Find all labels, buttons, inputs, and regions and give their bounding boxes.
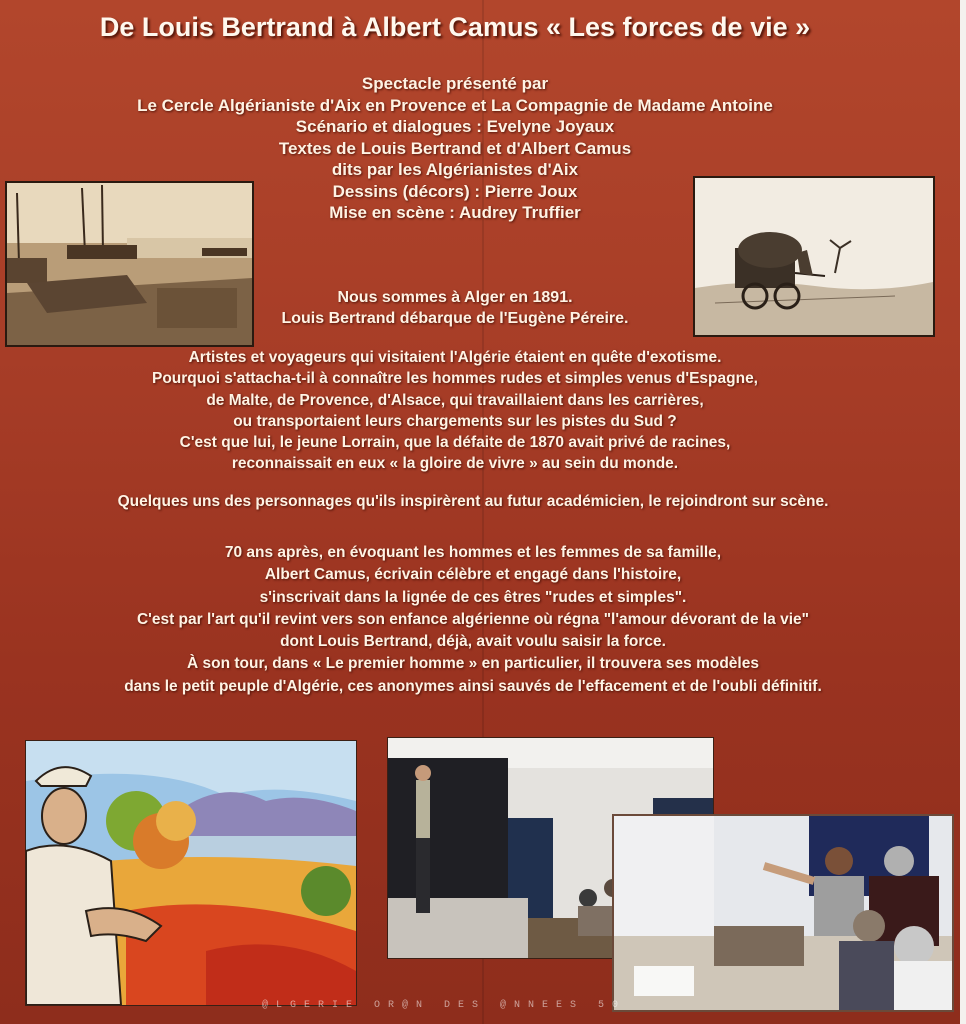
credits-line: Dessins (décors) : Pierre Joux [332, 181, 578, 201]
paragraph-line: 70 ans après, en évoquant les hommes et les femmes de sa famille, [224, 544, 722, 561]
intro-line: Nous sommes à Alger en 1891. [337, 289, 573, 306]
paragraph-line: Albert Camus, écrivain célèbre et engagé dans l'histoire, [264, 566, 682, 584]
page-edge [960, 0, 966, 1024]
credits-line: dits par les Algérianistes d'Aix [331, 160, 579, 179]
paragraph-2: Quelques uns des personnages qu'ils inspirèrent au futur académicien, le rejoindront sur scène. [117, 493, 829, 510]
paragraph-3 [0, 542, 946, 698]
port-photo [5, 181, 254, 347]
credits-line: Scénario et dialogues : Evelyne Joyaux [295, 117, 615, 136]
painting-illustration [25, 740, 357, 1006]
credits-line: Le Cercle Algérianiste d'Aix en Provence et La Compagnie de Madame Antoine [137, 95, 773, 115]
credits-line: Mise en scène : Audrey Truffier [329, 203, 581, 222]
intro-line: Louis Bertrand débarque de l'Eugène Péreire. [281, 310, 629, 327]
paragraph-line: de Malte, de Provence, d'Alsace, qui travaillaient dans les carrières, [206, 391, 704, 409]
paragraph-line: ou transportaient leurs chargements sur les pistes du Sud ? [233, 412, 677, 430]
page-title: De Louis Bertrand à Albert Camus « Les forces de vie » [99, 12, 811, 42]
credits-line: Textes de Louis Bertrand et d'Albert Camus [278, 138, 632, 158]
paragraph-line: C'est par l'art qu'il revint vers son enfance algérienne où régna "l'amour dévorant de la vie" [136, 610, 810, 628]
paragraph-line: reconnaissait en eux « la gloire de vivre » au sein du monde. [231, 455, 679, 473]
cart-sketch [693, 176, 935, 337]
credits-line: Spectacle présenté par [361, 74, 549, 93]
paragraph-1 [0, 347, 910, 475]
watermark: @LGERIE OR@N DES @NNEES 50 [262, 1000, 627, 1011]
paragraph-line: dont Louis Bertrand, déjà, avait voulu saisir la force. [280, 633, 666, 651]
paragraph-line: À son tour, dans « Le premier homme » en particulier, il trouvera ses modèles [187, 655, 759, 673]
audience-photo [612, 814, 954, 1012]
paragraph-line: C'est que lui, le jeune Lorrain, que la défaite de 1870 avait privé de racines, [179, 434, 731, 452]
paragraph-line: Pourquoi s'attacha-t-il à connaître les hommes rudes et simples venus d'Espagne, [151, 370, 758, 388]
paragraph-line: Artistes et voyageurs qui visitaient l'Algérie étaient en quête d'exotisme. [188, 349, 722, 366]
paragraph-line: s'inscrivait dans la lignée de ces êtres "rudes et simples". [259, 588, 687, 606]
paragraph-line: dans le petit peuple d'Algérie, ces anonymes ainsi sauvés de l'effacement et de l'oubli définitif. [124, 677, 822, 695]
